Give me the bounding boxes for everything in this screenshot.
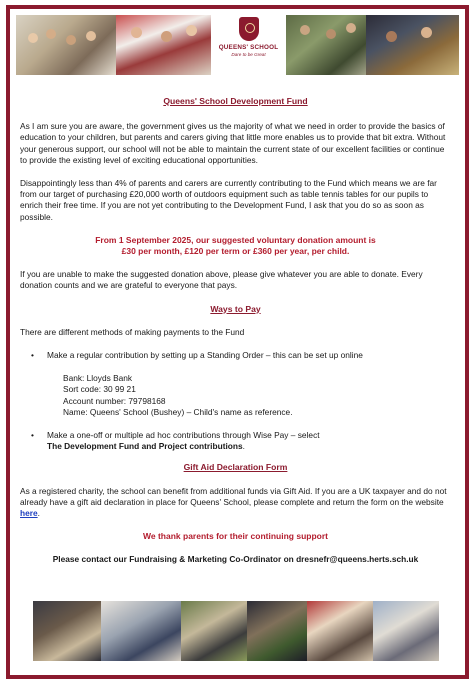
school-logo xyxy=(211,15,286,75)
students-classroom-photo xyxy=(366,15,459,75)
payment-method-wise-pay xyxy=(47,430,451,452)
target-paragraph: Disappointingly less than 4% of parents and carers are currently contributing to the Fund which means we are far from our target of purchasing £20,000 worth of outdoors equipment such as table tennis tables for our pupils to enrich their free time. If you are not yet contributing to the Development Fund, I ask that you do so as soon as possible. xyxy=(20,178,437,222)
students-group-photo xyxy=(16,15,116,75)
school-name: QUEENS' SCHOOL xyxy=(218,44,279,51)
account-name: Name: Queens' School (Bushey) – Child's name as reference. xyxy=(63,406,293,417)
ways-intro: There are different methods of making payments to the Fund xyxy=(20,326,245,337)
wise-pay-fund-name: The Development Fund and Project contributions xyxy=(47,441,243,452)
bank-details xyxy=(20,373,451,418)
donation-line-1: From 1 September 2025, our suggested voluntary donation amount is xyxy=(95,234,376,245)
ways-to-pay-heading: Ways to Pay xyxy=(210,303,261,314)
contact-line: Please contact our Fundraising & Marketing Co-Ordinator on dresnefr@queens.herts.sch.uk xyxy=(52,554,419,565)
wise-pay-line-1: Make a one-off or multiple ad hoc contributions through Wise Pay – select xyxy=(47,430,320,441)
gift-aid-paragraph xyxy=(20,486,451,520)
letter-body xyxy=(20,96,451,566)
page-title: Queens' School Development Fund xyxy=(163,96,308,106)
donation-line-2: £30 per month, £120 per term or £360 per year, per child. xyxy=(121,246,350,257)
students-science-photo xyxy=(373,601,439,661)
cadets-saluting-photo xyxy=(286,15,366,75)
bank-name: Bank: Lloyds Bank xyxy=(63,373,133,384)
account-number: Account number: 79798168 xyxy=(63,395,166,406)
students-exam-photo xyxy=(101,601,181,661)
students-corridor-photo xyxy=(33,601,101,661)
gift-aid-form-link[interactable]: here xyxy=(20,508,38,519)
thanks-message: We thank parents for their continuing support xyxy=(143,531,328,542)
payment-methods-list xyxy=(20,350,451,361)
gift-aid-end: . xyxy=(37,508,40,519)
school-crest-icon xyxy=(239,17,259,41)
wise-pay-period: . xyxy=(242,441,245,452)
header-photo-strip xyxy=(16,15,459,75)
school-motto: Dare to be Great xyxy=(231,52,266,57)
intro-paragraph: As I am sure you are aware, the government gives us the majority of what we need in order to provide the basics of education to your children, but parents and carers giving that little more enables us to provide that bit extra. Without your generous support, our school will not be able to maintain the current state of our excellent facilities or continue to provide the existing level of exciting educational opportunities. xyxy=(20,121,446,165)
students-outdoor-photo xyxy=(181,601,247,661)
students-activity-photo xyxy=(307,601,373,661)
unable-paragraph: If you are unable to make the suggested donation above, please give whatever you are able to donate. Every donation counts and we are grateful to everyone that pays. xyxy=(20,269,423,291)
gift-aid-text: As a registered charity, the school can benefit from additional funds via Gift Aid. If you are a UK taxpayer and do not already have a gift aid declaration in place for Queens' School, please complete and return the form on the website xyxy=(20,485,447,507)
payment-methods-list-2 xyxy=(20,430,451,452)
students-cooking-photo xyxy=(116,15,211,75)
sort-code: Sort code: 30 99 21 xyxy=(63,384,136,395)
students-uniform-photo xyxy=(247,601,307,661)
gift-aid-heading: Gift Aid Declaration Form xyxy=(183,462,288,473)
payment-method-standing-order: • Make a regular contribution by setting up a Standing Order – this can be set up online xyxy=(47,350,451,361)
footer-photo-strip xyxy=(33,601,439,657)
